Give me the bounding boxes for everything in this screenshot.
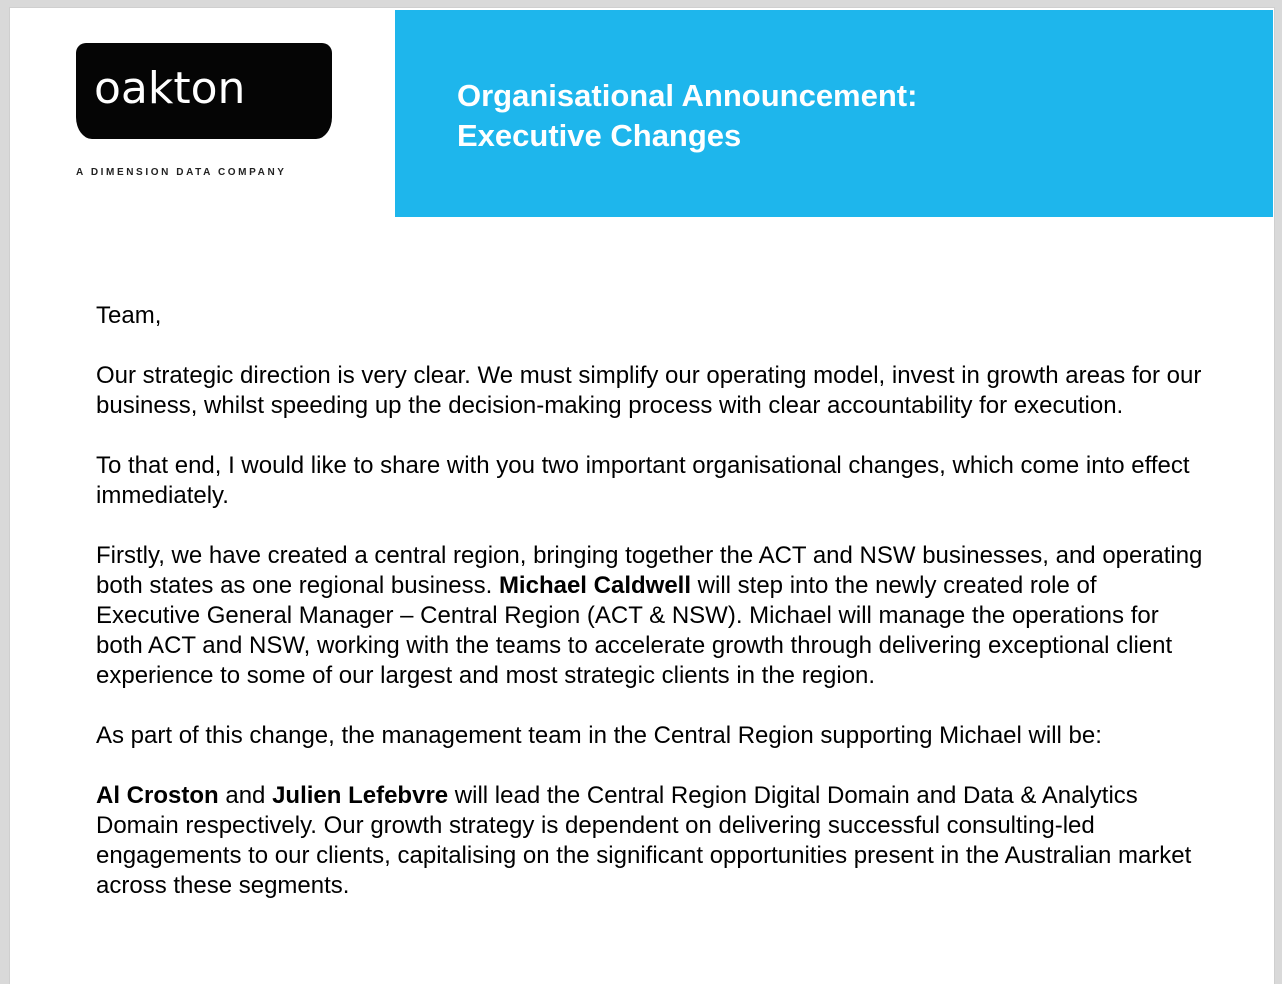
logo-tagline: A DIMENSION DATA COMPANY [76, 167, 287, 178]
paragraph-strategy: Our strategic direction is very clear. We must simplify our operating model, invest in growth areas for our business, whilst speeding up the decision-making process with clear accountability for execution. [96, 362, 1202, 419]
logo-wordmark: oakton [94, 63, 246, 114]
paragraph-central-region [96, 541, 1206, 691]
title-line-1: Organisational Announcement: [457, 78, 918, 113]
logo-badge [76, 43, 332, 139]
title-banner [395, 10, 1273, 217]
paragraph-changes-intro: To that end, I would like to share with you two important organisational changes, which come into effect immediately. [96, 452, 1190, 509]
oakton-logo [76, 43, 336, 183]
announcement-title [457, 76, 917, 156]
paragraph-management-team: As part of this change, the management team in the Central Region supporting Michael will be: [96, 722, 1102, 749]
title-line-2: Executive Changes [457, 118, 742, 153]
announcement-header [10, 8, 1274, 218]
email-document [10, 8, 1274, 984]
michael-caldwell-name: Michael Caldwell [498, 572, 691, 599]
greeting: Team, [96, 302, 162, 329]
al-croston-name: Al Croston [96, 782, 219, 809]
paragraph-domain-leads [96, 781, 1206, 901]
julien-lefebvre-name: Julien Lefebvre [272, 782, 449, 809]
domain-leads-and: and [218, 782, 273, 809]
message-body [96, 301, 1206, 931]
central-region-text-start: Firstly, we have created a central region, bringing together the ACT and NSW businesses, and operating both states as one regional business. [96, 542, 1203, 599]
central-region-text-end: will step into the newly created role of Executive General Manager – Central Region (ACT & NSW). Michael will manage the operations for both ACT and NSW, working with the teams to accelerate growth through delivering exceptional client experience to some of our largest and most strategic clients in the region. [96, 572, 1173, 689]
domain-leads-text: will lead the Central Region Digital Domain and Data & Analytics Domain respectively. Our growth strategy is dependent on delivering successful consulting-led engagements to our clients, capitalising on the significant opportunities present in the Australian market across these segments. [96, 782, 1192, 899]
